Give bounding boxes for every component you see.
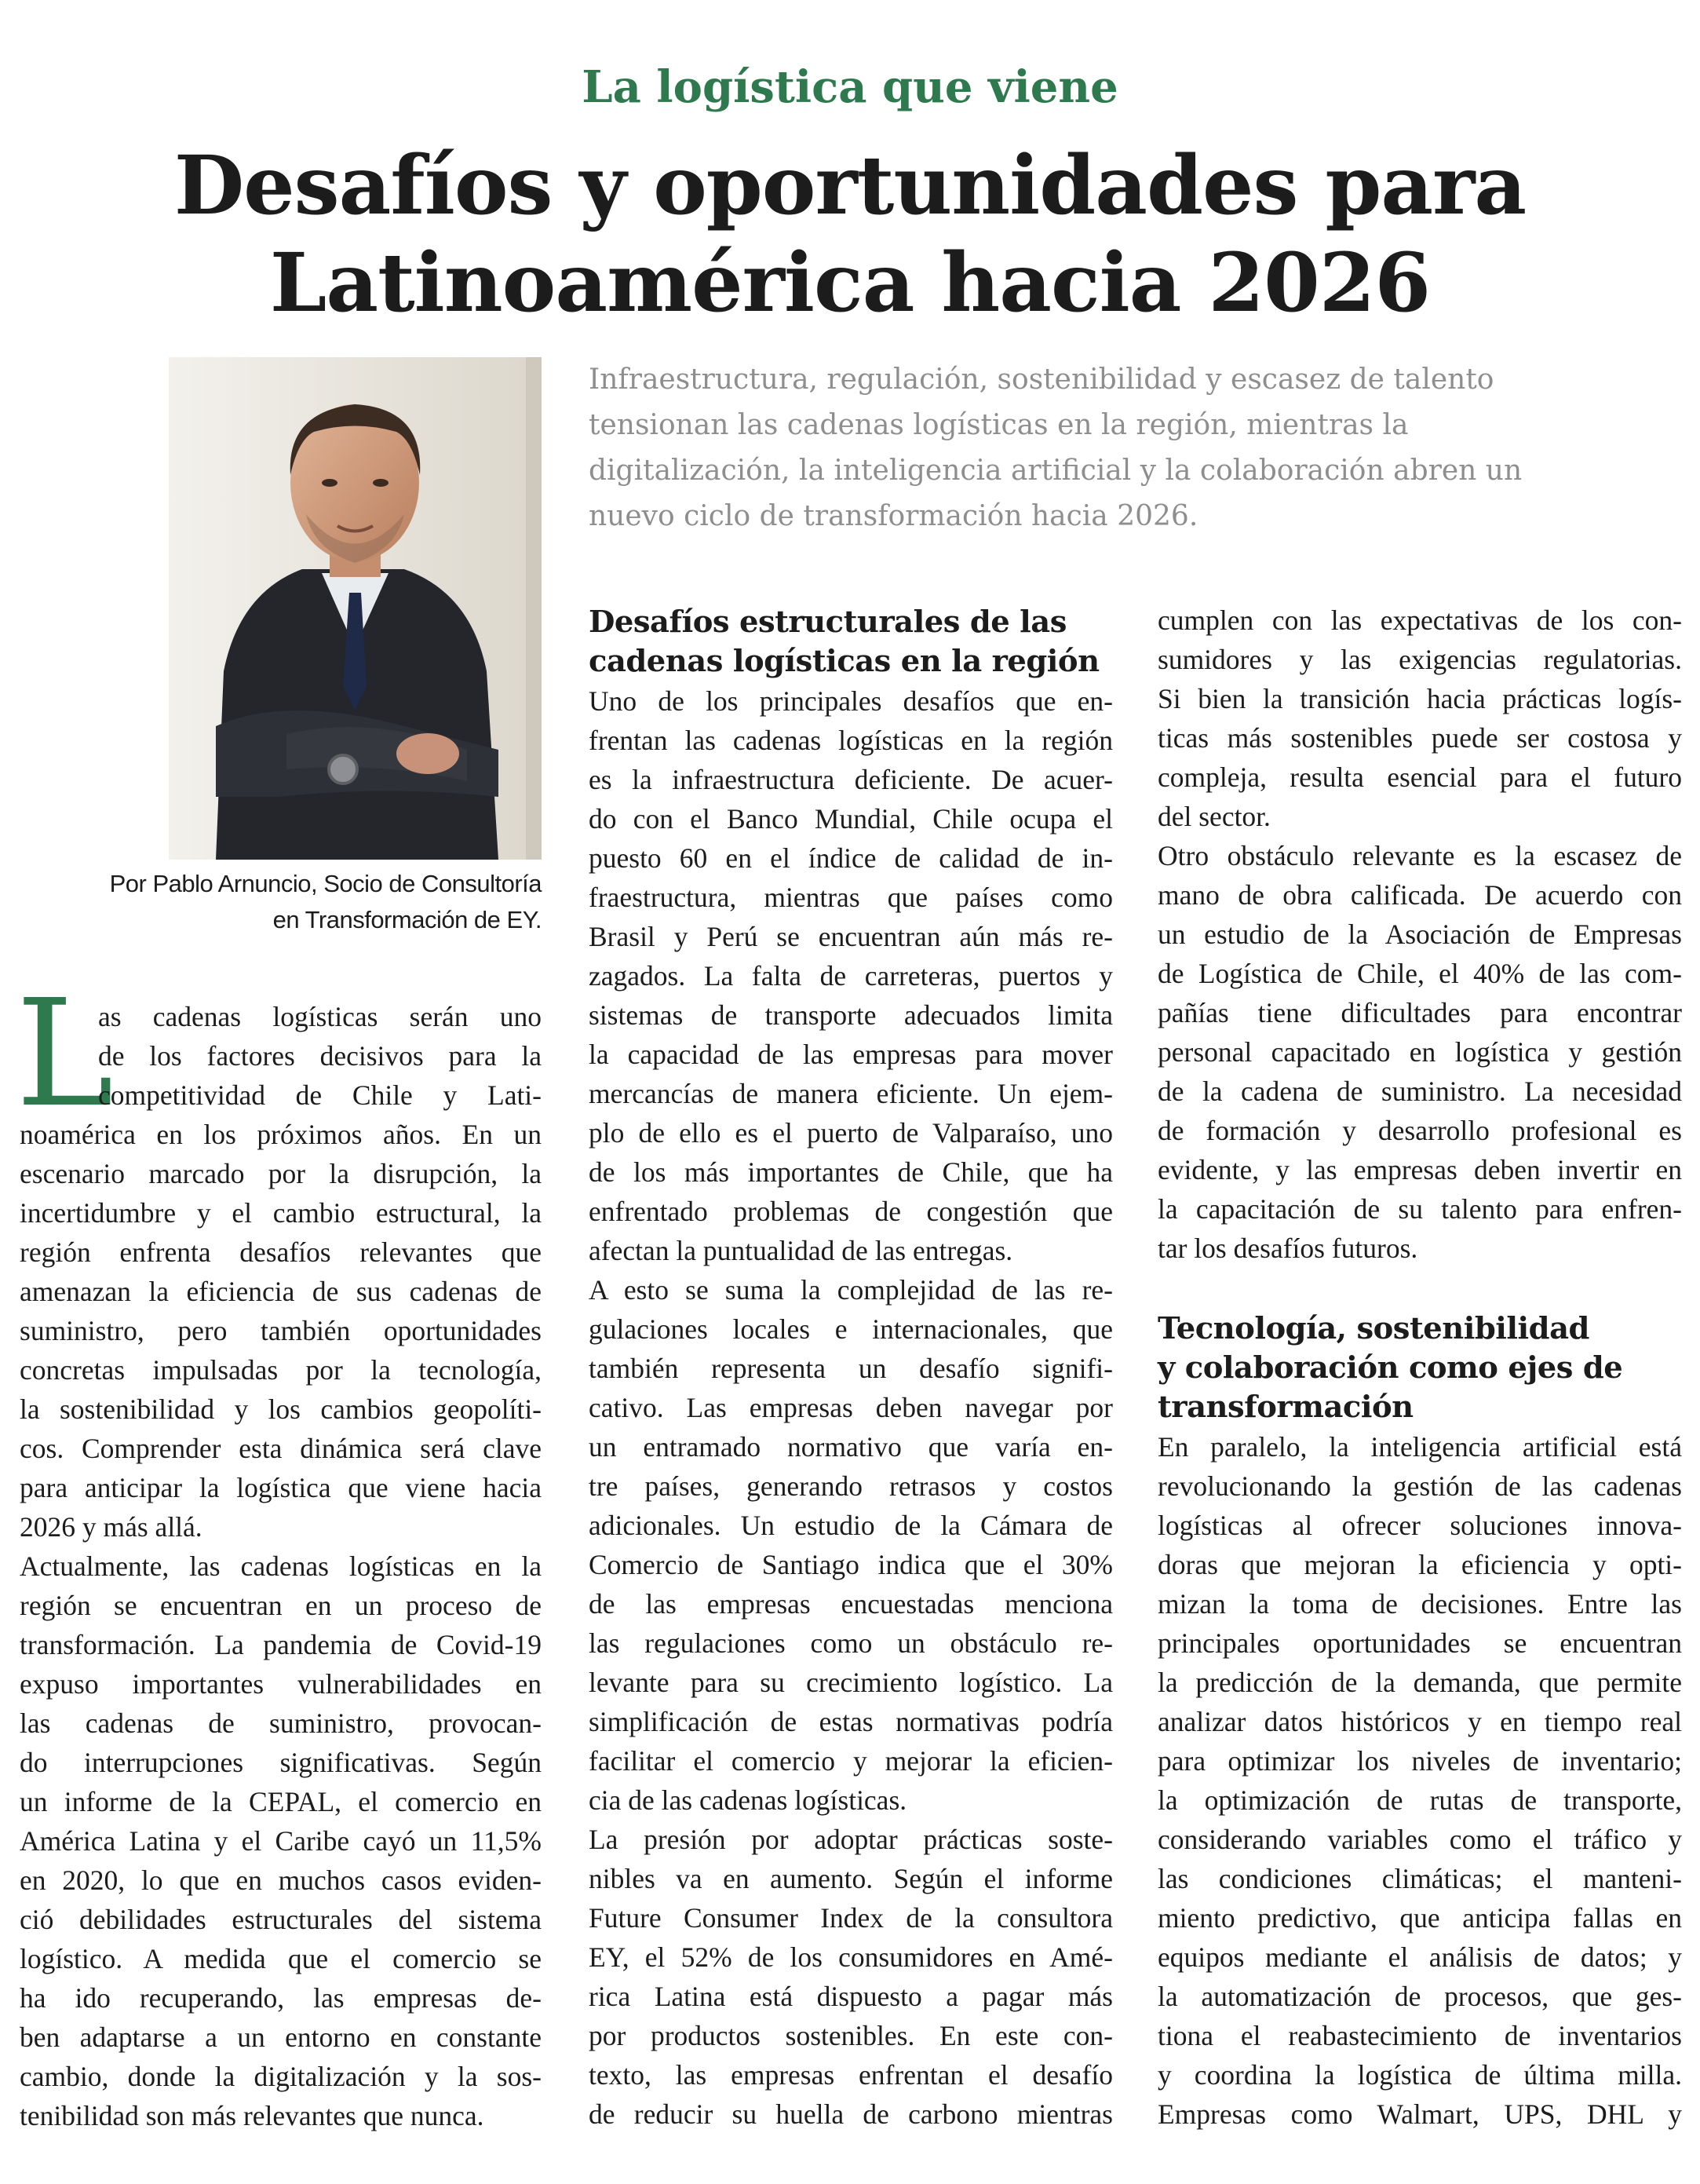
text-line: cambio, donde la digitalización y la sos- [20,2061,542,2092]
text-line: doras que mejoran la eficiencia y opti- [1158,1549,1682,1580]
text-line: ben adaptarse a un entorno en constante [20,2021,542,2053]
text-line: un entramado normativo que varía en- [589,1431,1113,1463]
kicker: La logística que viene [582,61,1118,113]
text-line: las regulaciones como un obstáculo re- [589,1627,1113,1659]
text-line: incertidumbre y el cambio estructural, la [20,1197,542,1229]
text-line: 2026 y más allá. [20,1511,202,1543]
person-portrait-icon [169,357,542,860]
text-line: tre países, generando retrasos y costos [589,1470,1113,1502]
text-line: competitividad de Chile y Lati- [98,1079,542,1111]
text-line: enfrentado problemas de congestión que [589,1196,1113,1227]
text-line: nibles va en aumento. Según el informe [589,1863,1113,1894]
text-line: pañías tiene dificultades para encontrar [1158,997,1682,1028]
text-line: la predicción de la demanda, que permite [1158,1667,1682,1698]
text-line: región se encuentran en un proceso de [20,1590,542,1621]
page-title [0,137,1700,332]
title-line: Latinoamérica hacia 2026 [269,236,1431,331]
text-line: principales oportunidades se encuentran [1158,1627,1682,1659]
text-line: logísticas al ofrecer soluciones innova- [1158,1510,1682,1541]
text-line: La presión por adoptar prácticas soste- [589,1824,1113,1855]
text-line: Otro obstáculo relevante es la escasez de [1158,840,1682,871]
text-line: revolucionando la gestión de las cadenas [1158,1470,1682,1502]
section-heading [589,603,1100,681]
text-line: un informe de la CEPAL, el comercio en [20,1786,542,1817]
lead-paragraph [589,357,1648,539]
text-line: ció debilidades estructurales del sistema [20,1904,542,1935]
text-line: sumidores y las exigencias regulatorias. [1158,644,1682,675]
text-line: cia de las cadenas logísticas. [589,1784,907,1816]
text-line: gulaciones locales e internacionales, que [589,1313,1113,1345]
column-1 [20,997,542,2135]
author-byline [31,866,542,938]
text-line: región enfrenta desafíos relevantes que [20,1236,542,1268]
text-line: analizar datos históricos y en tiempo real [1158,1706,1682,1737]
text-line: mercancías de manera eficiente. Un ejem- [589,1078,1113,1109]
text-line: adicionales. Un estudio de la Cámara de [589,1510,1113,1541]
lead-line: Infraestructura, regulación, sostenibilidad y escasez de talento [589,363,1494,396]
text-line: de reducir su huella de carbono mientras [589,2098,1113,2130]
text-line: noamérica en los próximos años. En un [20,1119,542,1150]
text-line: Actualmente, las cadenas logísticas en la [20,1550,542,1582]
text-line: tiona el reabastecimiento de inventarios [1158,2020,1682,2051]
text-line: simplificación de estas normativas podría [589,1706,1113,1737]
text-line: do interrupciones significativas. Según [20,1747,542,1778]
text-line: transformación. La pandemia de Covid-19 [20,1629,542,1660]
text-line: cumplen con las expectativas de los con- [1158,604,1682,636]
text-line: A esto se suma la complejidad de las re- [589,1274,1113,1306]
heading-line: cadenas logísticas en la región [589,644,1100,679]
text-line: para optimizar los niveles de inventario; [1158,1745,1682,1777]
text-line: tenibilidad son más relevantes que nunca. [20,2100,484,2131]
text-line: mizan la toma de decisiones. Entre las [1158,1588,1682,1620]
text-line: de la cadena de suministro. La necesidad [1158,1076,1682,1107]
text-line: considerando variables como el tráfico y [1158,1824,1682,1855]
text-line: de formación y desarrollo profesional es [1158,1115,1682,1146]
text-line: ticas más sostenibles puede ser costosa y [1158,722,1682,754]
text-line: para anticipar la logística que viene hacia [20,1472,542,1503]
text-line: por productos sostenibles. En este con- [589,2020,1113,2051]
text-line: miento predictivo, que anticipa fallas en [1158,1902,1682,1934]
text-line: plo de ello es el puerto de Valparaíso, uno [589,1117,1113,1149]
text-line: mano de obra calificada. De acuerdo con [1158,879,1682,911]
lead-line: nuevo ciclo de transformación hacia 2026. [589,500,1198,532]
text-line: de Logística de Chile, el 40% de las com- [1158,958,1682,989]
author-photo [169,357,542,860]
text-line: Si bien la transición hacia prácticas logís- [1158,683,1682,714]
text-line: compleja, resulta esencial para el futuro [1158,761,1682,793]
text-line: expuso importantes vulnerabilidades en [20,1668,542,1700]
text-line: evidente, y las empresas deben invertir en [1158,1154,1682,1185]
text-line: afectan la puntualidad de las entregas. [589,1235,1013,1266]
heading-line: transformación [1158,1390,1414,1425]
text-line: En paralelo, la inteligencia artificial está [1158,1431,1682,1463]
lead-line: tensionan las cadenas logísticas en la región, mientras la [589,409,1409,441]
text-line: cos. Comprender esta dinámica será clave [20,1433,542,1464]
text-line: un estudio de la Asociación de Empresas [1158,919,1682,950]
text-line: sistemas de transporte adecuados limita [589,999,1113,1031]
title-line: Desafíos y oportunidades para [173,138,1527,233]
text-line: de los más importantes de Chile, que ha [589,1156,1113,1188]
text-line: y coordina la logística de última milla. [1158,2059,1682,2091]
text-line: de los factores decisivos para la [98,1040,542,1072]
text-line: la capacitación de su talento para enfren- [1158,1193,1682,1225]
text-line: fraestructura, mientras que países como [589,882,1113,913]
text-line: levante para su crecimiento logístico. La [589,1667,1113,1698]
text-line: personal capacitado en logística y gestión [1158,1036,1682,1068]
text-line: frentan las cadenas logísticas en la región [589,725,1113,756]
text-line: la sostenibilidad y los cambios geopolíti- [20,1393,542,1425]
text-line: as cadenas logísticas serán uno [98,1001,542,1032]
byline-line: en Transformación de EY. [272,906,542,933]
text-line: puesto 60 en el índice de calidad de in- [589,842,1113,874]
text-line: equipos mediante el análisis de datos; y [1158,1941,1682,1973]
text-line: Uno de los principales desafíos que en- [589,685,1113,717]
text-line: logístico. A medida que el comercio se [20,1943,542,1974]
text-line: EY, el 52% de los consumidores en Amé- [589,1941,1113,1973]
lead-line: digitalización, la inteligencia artificial y la colaboración abren un [589,455,1523,487]
text-line: Future Consumer Index de la consultora [589,1902,1113,1934]
column-2 [589,681,1113,2134]
text-line: facilitar el comercio y mejorar la eficien- [589,1745,1113,1777]
text-line: texto, las empresas enfrentan el desafío [589,2059,1113,2091]
text-line: zagados. La falta de carreteras, puertos y [589,960,1113,992]
drop-cap: L [16,968,114,1140]
text-line: de las empresas encuestadas menciona [589,1588,1113,1620]
text-line: suministro, pero también oportunidades [20,1315,542,1346]
text-line: Comercio de Santiago indica que el 30% [589,1549,1113,1580]
text-line: ha ido recuperando, las empresas de- [20,1982,542,2014]
text-line: es la infraestructura deficiente. De acuer- [589,764,1113,795]
text-line: escenario marcado por la disrupción, la [20,1158,542,1189]
text-line: también representa un desafío signifi- [589,1353,1113,1384]
text-line: do con el Banco Mundial, Chile ocupa el [589,803,1113,835]
text-line: tar los desafíos futuros. [1158,1233,1418,1264]
text-line: las cadenas de suministro, provocan- [20,1707,542,1739]
text-line: cativo. Las empresas deben navegar por [589,1392,1113,1423]
text-line: Brasil y Perú se encuentran aún más re- [589,921,1113,952]
text-line: América Latina y el Caribe cayó un 11,5% [20,1825,542,1857]
column-3-continued [1158,1427,1682,2134]
heading-line: Tecnología, sostenibilidad [1158,1311,1589,1346]
text-line: en 2020, lo que en muchos casos eviden- [20,1864,542,1896]
byline-line: Por Pablo Arnuncio, Socio de Consultoría [109,870,542,897]
text-line: rica Latina está dispuesto a pagar más [589,1981,1113,2012]
text-line: las condiciones climáticas; el manteni- [1158,1863,1682,1894]
text-line: del sector. [1158,801,1271,832]
text-line: Empresas como Walmart, UPS, DHL y [1158,2098,1682,2130]
text-line: concretas impulsadas por la tecnología, [20,1354,542,1386]
heading-line: y colaboración como ejes de [1158,1350,1623,1386]
column-3 [1158,601,1682,1268]
text-line: amenazan la eficiencia de sus cadenas de [20,1276,542,1307]
heading-line: Desafíos estructurales de las [589,604,1067,640]
text-line: la capacidad de las empresas para mover [589,1039,1113,1070]
section-heading [1158,1309,1622,1427]
text-line: la automatización de procesos, que ges- [1158,1981,1682,2012]
text-line: la optimización de rutas de transporte, [1158,1784,1682,1816]
